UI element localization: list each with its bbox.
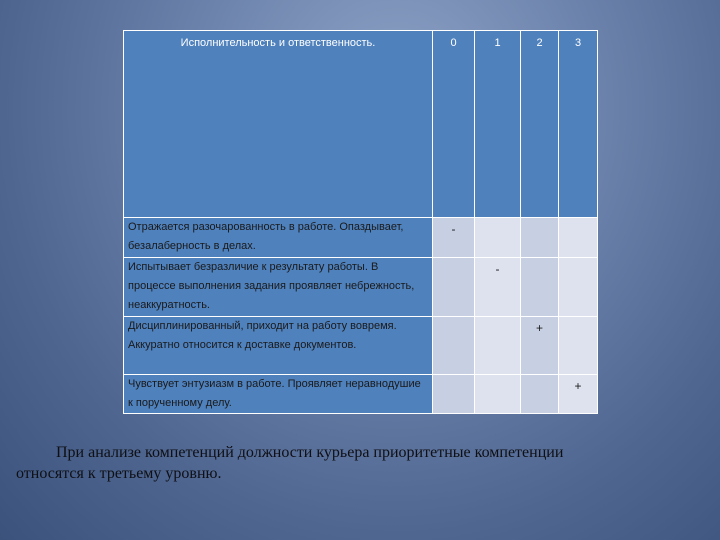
row-description: Отражается разочарованность в работе. Опаздывает, безалаберность в делах. — [124, 218, 433, 258]
row-mark-level-3: + — [559, 375, 598, 414]
table-row — [124, 317, 598, 375]
header-title: Исполнительность и ответственность. — [124, 31, 433, 218]
row-mark-level-2 — [521, 218, 559, 258]
table-header-row — [124, 31, 598, 218]
row-mark-level-1 — [475, 375, 521, 414]
table-row — [124, 375, 598, 414]
row-mark-level-1 — [475, 317, 521, 375]
caption-text: При анализе компетенций должности курьера приоритетные компетенции относятся к третьему уровню. — [16, 444, 564, 482]
row-description: Чувствует энтузиазм в работе. Проявляет неравнодушие к порученному делу. — [124, 375, 433, 414]
row-mark-level-2: + — [521, 317, 559, 375]
competency-table — [123, 30, 598, 414]
row-mark-level-0 — [433, 375, 475, 414]
header-level-0: 0 — [433, 31, 475, 218]
row-description: Испытывает безразличие к результату работы. В процессе выполнения задания проявляет небрежность, неаккуратность. — [124, 258, 433, 317]
row-mark-level-0 — [433, 317, 475, 375]
table-row — [124, 218, 598, 258]
header-level-3: 3 — [559, 31, 598, 218]
header-level-2: 2 — [521, 31, 559, 218]
row-mark-level-3 — [559, 218, 598, 258]
row-mark-level-3 — [559, 317, 598, 375]
row-mark-level-1 — [475, 218, 521, 258]
row-mark-level-1: - — [475, 258, 521, 317]
caption-paragraph — [16, 442, 576, 484]
table-row — [124, 258, 598, 317]
header-level-1: 1 — [475, 31, 521, 218]
row-description: Дисциплинированный, приходит на работу вовремя. Аккуратно относится к доставке документов. — [124, 317, 433, 375]
row-mark-level-0: - — [433, 218, 475, 258]
row-mark-level-2 — [521, 258, 559, 317]
row-mark-level-0 — [433, 258, 475, 317]
competency-table-container — [123, 30, 597, 410]
row-mark-level-3 — [559, 258, 598, 317]
row-mark-level-2 — [521, 375, 559, 414]
